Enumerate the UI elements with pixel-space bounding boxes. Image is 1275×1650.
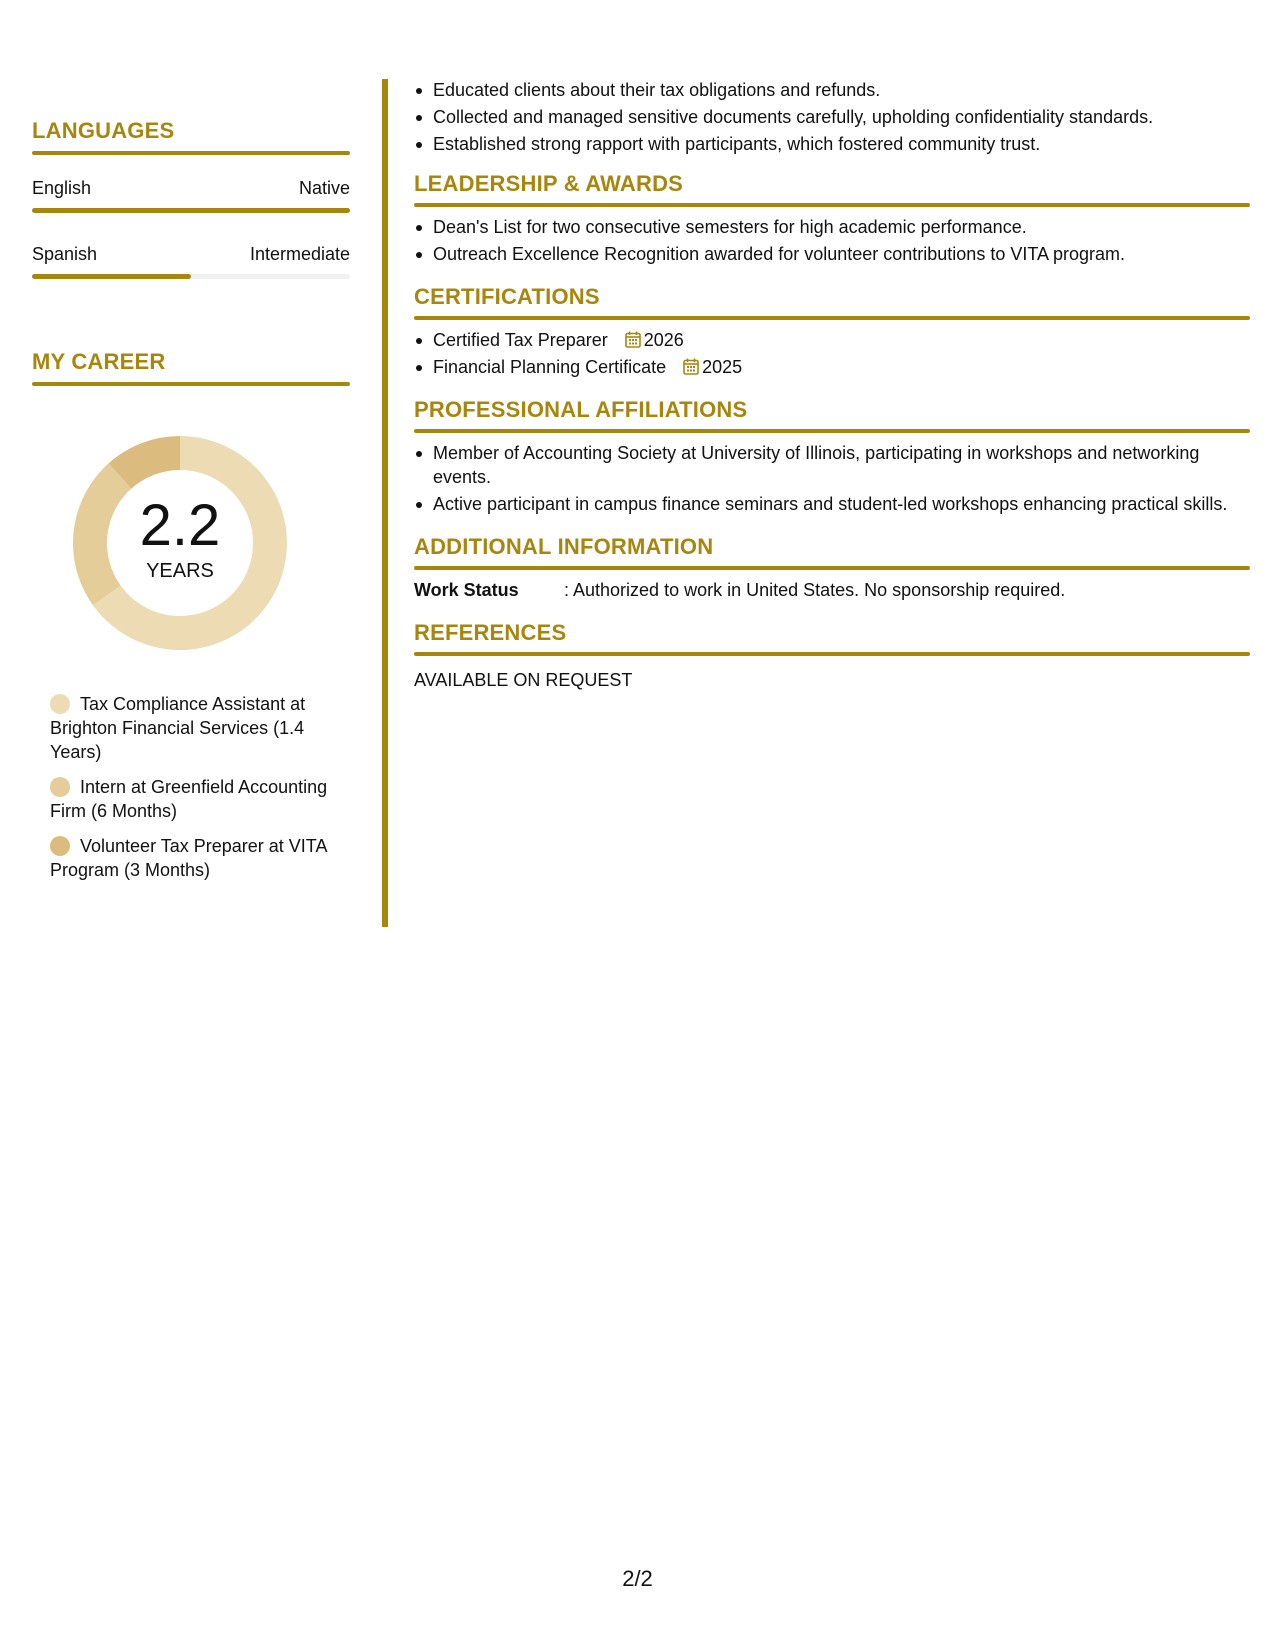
section-rule <box>414 316 1250 320</box>
career-legend <box>50 692 330 882</box>
certifications-section <box>414 284 1250 379</box>
references-section <box>414 620 1250 692</box>
certification-year: 2026 <box>643 330 684 350</box>
legend-item <box>50 834 330 882</box>
section-rule <box>414 203 1250 207</box>
affiliations-section <box>414 397 1250 516</box>
legend-swatch <box>50 694 70 714</box>
right-column <box>414 78 1250 692</box>
calendar-icon <box>625 331 641 348</box>
list-item: Established strong rapport with participants, which fostered community trust. <box>414 132 1250 156</box>
list-item: Member of Accounting Society at University of Illinois, participating in workshops and networking events. <box>414 441 1250 489</box>
legend-label: Tax Compliance Assistant at Brighton Financial Services (1.4 Years) <box>50 694 306 762</box>
legend-item <box>50 775 330 823</box>
language-level: Intermediate <box>249 244 350 264</box>
references-heading: REFERENCES <box>414 620 567 645</box>
languages-section <box>32 118 350 279</box>
proficiency-fill <box>32 274 191 279</box>
language-name: Spanish <box>32 244 98 264</box>
list-item: Active participant in campus finance seminars and student-led workshops enhancing practical skills. <box>414 492 1250 516</box>
legend-label: Volunteer Tax Preparer at VITA Program (3 Months) <box>50 836 327 880</box>
page-number: 2/2 <box>622 1566 653 1591</box>
career-heading: MY CAREER <box>32 349 166 374</box>
language-item-spanish <box>32 243 350 279</box>
language-item-english <box>32 177 350 213</box>
certification-name: Financial Planning Certificate <box>433 357 667 377</box>
proficiency-bar <box>32 274 350 279</box>
career-donut-chart <box>67 430 293 656</box>
section-rule <box>414 652 1250 656</box>
additional-info-heading: ADDITIONAL INFORMATION <box>414 534 714 559</box>
left-column <box>32 118 350 893</box>
total-years-unit: YEARS <box>146 560 214 582</box>
legend-label: Intern at Greenfield Accounting Firm (6 Months) <box>50 777 328 821</box>
affiliations-bullets <box>414 441 1250 516</box>
language-level: Native <box>298 178 350 198</box>
list-item: Dean's List for two consecutive semesters for high academic performance. <box>414 215 1250 239</box>
list-item: Collected and managed sensitive documents carefully, upholding confidentiality standards. <box>414 105 1250 129</box>
certification-year: 2025 <box>702 357 743 377</box>
language-name: English <box>32 178 92 198</box>
affiliations-heading: PROFESSIONAL AFFILIATIONS <box>414 397 748 422</box>
certification-name: Certified Tax Preparer <box>433 330 608 350</box>
list-item: Educated clients about their tax obligations and refunds. <box>414 78 1250 102</box>
total-years-value: 2.2 <box>139 493 221 558</box>
section-rule <box>32 151 350 155</box>
references-text: AVAILABLE ON REQUEST <box>414 670 633 690</box>
certifications-list <box>414 328 1250 379</box>
additional-info-section <box>414 534 1250 602</box>
languages-heading: LANGUAGES <box>32 118 175 143</box>
legend-swatch <box>50 777 70 797</box>
legend-swatch <box>50 836 70 856</box>
leadership-heading: LEADERSHIP & AWARDS <box>414 171 684 196</box>
donut-center <box>67 430 293 656</box>
proficiency-fill <box>32 208 350 213</box>
work-status-row <box>414 578 1250 602</box>
calendar-icon <box>683 358 699 375</box>
section-rule <box>414 429 1250 433</box>
column-divider <box>382 79 388 927</box>
work-status-value: : Authorized to work in United States. No sponsorship required. <box>564 580 1066 600</box>
work-status-label: Work Status <box>414 580 519 600</box>
proficiency-bar <box>32 208 350 213</box>
leadership-bullets <box>414 215 1250 266</box>
certifications-heading: CERTIFICATIONS <box>414 284 600 309</box>
legend-item <box>50 692 330 764</box>
leadership-section <box>414 171 1250 266</box>
section-rule <box>414 566 1250 570</box>
certification-item <box>414 328 1250 352</box>
certification-item <box>414 355 1250 379</box>
list-item: Outreach Excellence Recognition awarded for volunteer contributions to VITA program. <box>414 242 1250 266</box>
experience-bullets <box>414 78 1250 156</box>
career-section <box>32 349 350 882</box>
section-rule <box>32 382 350 386</box>
